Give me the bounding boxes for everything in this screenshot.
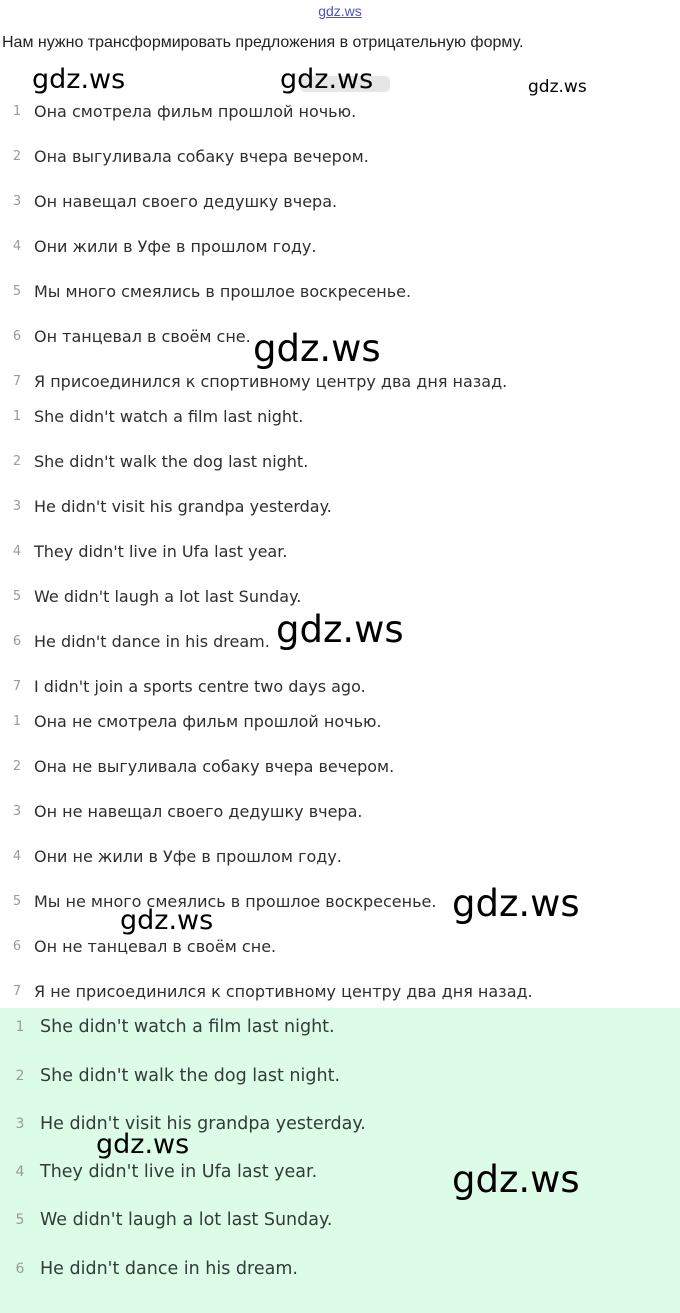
item-text: Она смотрела фильм прошлой ночью. (34, 101, 357, 121)
item-number: 6 (15, 1261, 25, 1277)
item-text: I didn't join a sports centre two days ago. (34, 676, 366, 696)
list-item (0, 673, 366, 699)
item-text: Она не выгуливала собаку вчера вечером. (34, 756, 395, 776)
item-number: 4 (12, 848, 22, 864)
watermark: gdz.ws (280, 64, 374, 95)
list-item (0, 708, 382, 734)
intro-text: Нам нужно трансформировать предложения в отрицательную форму. (2, 34, 524, 51)
list-item (0, 368, 507, 394)
item-text: She didn't walk the dog last night. (34, 451, 309, 471)
list-item (0, 278, 411, 304)
item-number: 7 (12, 373, 22, 389)
item-text: They didn't live in Ufa last year. (40, 1162, 318, 1182)
item-number: 2 (12, 758, 22, 774)
list-item (0, 233, 316, 259)
item-number: 1 (12, 713, 22, 729)
item-number: 4 (12, 238, 22, 254)
item-number: 3 (15, 1116, 25, 1132)
item-text: Она выгуливала собаку вчера вечером. (34, 146, 369, 166)
list-item (0, 1256, 298, 1282)
watermark: gdz.ws (253, 327, 381, 370)
item-text: Мы не много смеялись в прошлое воскресенье. (34, 891, 437, 911)
item-number: 1 (15, 1019, 25, 1035)
item-number: 7 (12, 983, 22, 999)
watermark: gdz.ws (32, 64, 126, 95)
item-text: Он навещал своего дедушку вчера. (34, 191, 338, 211)
item-number: 6 (12, 633, 22, 649)
list-item (0, 1159, 317, 1185)
item-text: They didn't live in Ufa last year. (34, 541, 288, 561)
list-item (0, 888, 436, 914)
list-item (0, 753, 394, 779)
list-item (0, 493, 332, 519)
list-item (0, 843, 342, 869)
list-item (0, 583, 301, 609)
list-item (0, 448, 308, 474)
watermark: gdz.ws (528, 77, 587, 97)
watermark: gdz.ws (120, 905, 214, 936)
item-text: She didn't watch a film last night. (34, 406, 304, 426)
item-text: She didn't watch a film last night. (40, 1017, 335, 1037)
item-number: 3 (12, 193, 22, 209)
list-item (0, 403, 303, 429)
item-text: Мы много смеялись в прошлое воскресенье. (34, 281, 412, 301)
list-item (0, 323, 251, 349)
item-text: He didn't dance in his dream. (34, 631, 270, 651)
watermark: gdz.ws (96, 1129, 190, 1160)
item-text: He didn't visit his grandpa yesterday. (40, 1114, 366, 1134)
item-text: We didn't laugh a lot last Sunday. (40, 1210, 333, 1230)
item-text: Она не смотрела фильм прошлой ночью. (34, 711, 382, 731)
site-link[interactable]: gdz.ws (318, 3, 362, 19)
item-text: She didn't walk the dog last night. (40, 1066, 341, 1086)
item-text: Они не жили в Уфе в прошлом году. (34, 846, 342, 866)
watermark: gdz.ws (276, 608, 404, 651)
list-item (0, 1207, 332, 1233)
item-number: 5 (12, 588, 22, 604)
item-text: Он не танцевал в своём сне. (34, 936, 277, 956)
list-item (0, 1014, 335, 1040)
item-text: He didn't dance in his dream. (40, 1259, 298, 1279)
list-item (0, 978, 533, 1004)
item-number: 2 (12, 453, 22, 469)
watermark: gdz.ws (452, 882, 580, 925)
item-number: 4 (15, 1164, 25, 1180)
item-number: 5 (12, 283, 22, 299)
list-item (0, 933, 276, 959)
item-number: 5 (12, 893, 22, 909)
item-number: 1 (12, 408, 22, 424)
list-item (0, 143, 369, 169)
list-item (0, 628, 270, 654)
item-text: He didn't visit his grandpa yesterday. (34, 496, 332, 516)
item-text: Я присоединился к спортивному центру два дня назад. (34, 371, 508, 391)
item-text: We didn't laugh a lot last Sunday. (34, 586, 302, 606)
item-number: 3 (12, 803, 22, 819)
list-item (0, 538, 287, 564)
list-item (0, 188, 337, 214)
item-number: 2 (12, 148, 22, 164)
item-number: 2 (15, 1068, 25, 1084)
item-number: 3 (12, 498, 22, 514)
item-number: 6 (12, 328, 22, 344)
item-text: Я не присоединился к спортивному центру два дня назад. (34, 981, 533, 1001)
item-text: Они жили в Уфе в прошлом году. (34, 236, 317, 256)
item-number: 4 (12, 543, 22, 559)
item-number: 5 (15, 1212, 25, 1228)
item-number: 6 (12, 938, 22, 954)
item-text: Он танцевал в своём сне. (34, 326, 251, 346)
list-item (0, 1063, 340, 1089)
watermark: gdz.ws (452, 1158, 580, 1201)
item-number: 7 (12, 678, 22, 694)
list-item (0, 98, 356, 124)
list-item (0, 798, 362, 824)
item-number: 1 (12, 103, 22, 119)
item-text: Он не навещал своего дедушку вчера. (34, 801, 363, 821)
